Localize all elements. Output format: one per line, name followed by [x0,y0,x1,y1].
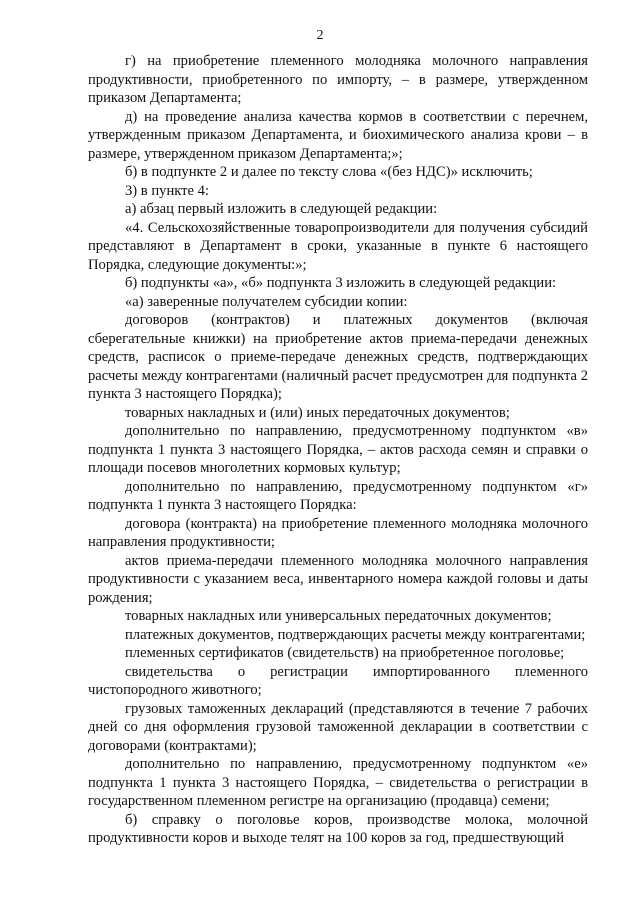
paragraph: грузовых таможенных деклараций (представляются в течение 7 рабочих дней со дня оформления грузовой таможенной декларации в соответствии с договорами (контрактами); [88,700,588,754]
paragraph: платежных документов, подтверждающих расчеты между контрагентами; [125,626,586,643]
paragraph: товарных накладных и (или) иных передаточных документов; [125,404,510,421]
paragraph: г) на приобретение племенного молодняка молочного направления продуктивности, приобретенного по импорту, – в размере, утвержденном приказом Департамента; [88,53,588,106]
paragraph: дополнительно по направлению, предусмотренному подпунктом «в» подпункта 1 пункта 3 настоящего Порядка, – актов расхода семян и справки о площади посевов многолетних кормовых культур; [88,423,588,476]
paragraph: дополнительно по направлению, предусмотренному подпунктом «г» подпункта 1 пункта 3 настоящего Порядка: [88,478,588,513]
paragraph: договоров (контрактов) и платежных документов (включая сберегательные книжки) на приобретение актов приема-передачи денежных средств, расписок о приеме-передаче денежных средств, подтверждающих расчеты между контрагентами (наличный расчет предусмотрен для подпункта 2 пункта 3 настоящего Порядка); [88,312,588,402]
paragraph: договора (контракта) на приобретение племенного молодняка молочного направления продуктивности; [88,515,588,550]
paragraph: 3) в пункте 4: [125,182,210,199]
paragraph: «4. Сельскохозяйственные товаропроизводители для получения субсидий представляют в Департамент в сроки, указанные в пункте 6 настоящего Порядка, следующие документы:»; [88,219,588,273]
paragraph: б) справку о поголовье коров, производстве молока, молочной продуктивности коров и выходе телят на 100 коров за год, предшествующий [88,811,588,846]
paragraph: б) подпункты «а», «б» подпункта 3 изложить в следующей редакции: [125,275,557,291]
paragraph: а) абзац первый изложить в следующей редакции: [125,201,438,217]
paragraph: товарных накладных или универсальных передаточных документов; [125,608,552,624]
page-number: 2 [316,28,324,43]
paragraph: «а) заверенные получателем субсидии копии: [125,293,408,310]
document-body [88,52,588,848]
paragraph: актов приема-передачи племенного молодняка молочного направления продуктивности с указанием веса, инвентарного номера каждой головы и даты рождения; [88,552,588,606]
paragraph: дополнительно по направлению, предусмотренному подпунктом «е» подпункта 1 пункта 3 настоящего Порядка, – свидетельства о регистрации в государственном племенном регистре на организацию (продавца) семени; [88,756,588,809]
paragraph: д) на проведение анализа качества кормов в соответствии с перечнем, утвержденным приказом Департамента, и биохимического анализа крови – в размере, утвержденном приказом Департамента;»; [88,108,588,162]
paragraph: б) в подпункте 2 и далее по тексту слова «(без НДС)» исключить; [125,164,533,180]
paragraph: свидетельства о регистрации импортированного племенного чистопородного животного; [88,663,588,698]
paragraph: племенных сертификатов (свидетельств) на приобретенное поголовье; [125,645,565,661]
